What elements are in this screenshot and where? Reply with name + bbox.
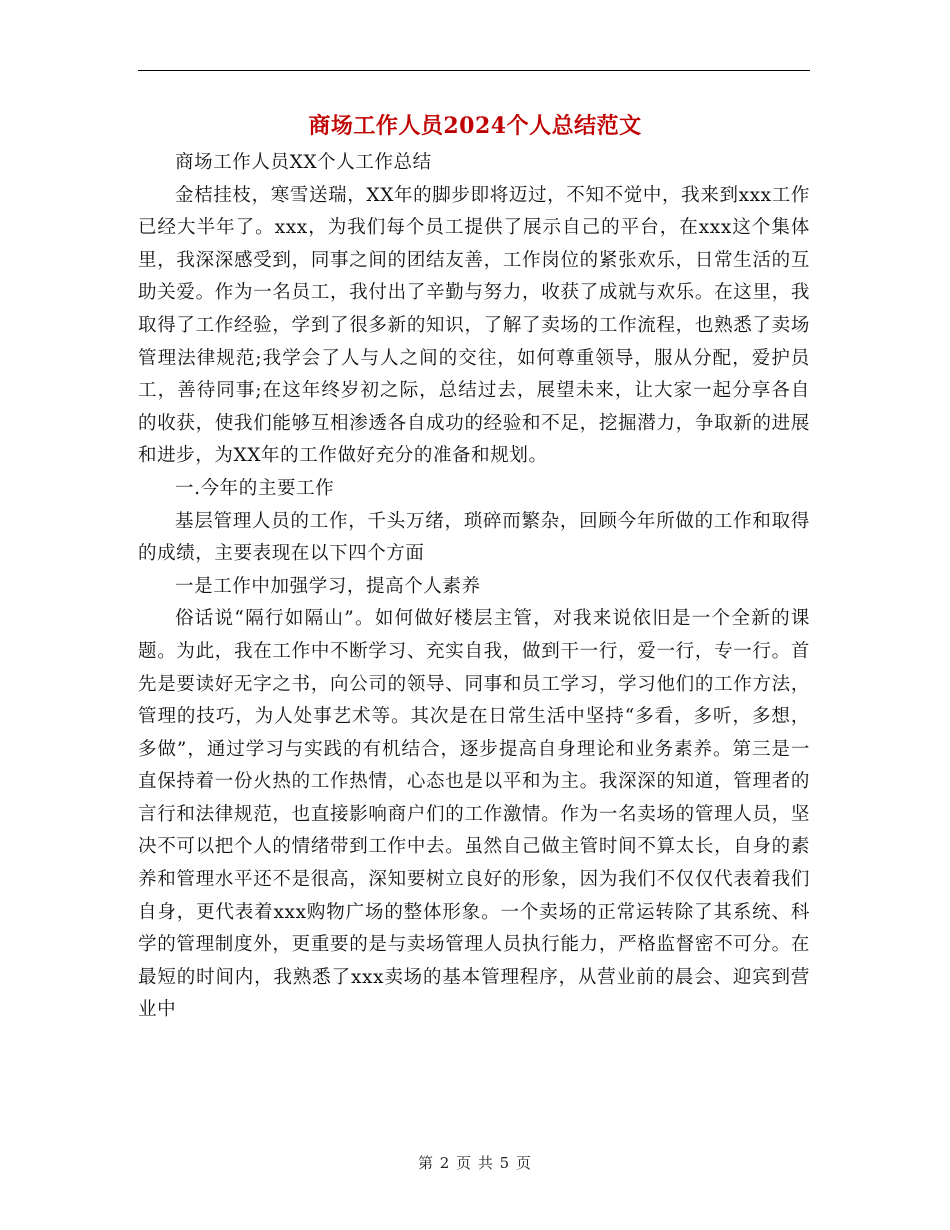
document-title: 商场工作人员2024个人总结范文 [308, 113, 642, 139]
page-number-footer: 第 2 页 共 5 页 [418, 1154, 532, 1172]
section-heading: 一.今年的主要工作 [175, 477, 335, 499]
subsection-heading: 一是工作中加强学习，提高个人素养 [175, 575, 481, 597]
body-paragraph: 俗话说“隔行如隔山”。如何做好楼层主管，对我来说依旧是一个全新的课题。为此，我在工作中不断学习、充实自我，做到干一行，爱一行，专一行。首先是要读好无字之书，向公司的领导、同事和员工学习，学习他们的工作方法，管理的技巧，为人处事艺术等。其次是在日常生活中坚持“多看，多听，多想，多做”，通过学习与实践的有机结合，逐步提高自身理论和业务素养。第三是一直保持着一份火热的工作热情，心态也是以平和为主。我深深的知道，管理者的言行和法律规范，也直接影响商户们的工作激情。作为一名卖场的管理人员，坚决不可以把个人的情绪带到工作中去。虽然自己做主管时间不算太长，自身的素养和管理水平还不是很高，深知要树立良好的形象，因为我们不仅仅代表着我们自身，更代表着xxx购物广场的整体形象。一个卖场的正常运转除了其系统、科学的管理制度外，更重要的是与卖场管理人员执行能力，严格监督密不可分。在最短的时间内，我熟悉了xxx卖场的基本管理程序，从营业前的晨会、迎宾到营业中 [138, 608, 810, 1021]
header-rule [138, 70, 810, 71]
intro-paragraph: 金桔挂枝，寒雪送瑞，XX年的脚步即将迈过，不知不觉中，我来到xxx工作已经大半年了。xxx，为我们每个员工提供了展示自己的平台，在xxx这个集体里，我深深感受到，同事之间的团结友善，工作岗位的紧张欢乐，日常生活的互助关爱。作为一名员工，我付出了辛勤与努力，收获了成就与欢乐。在这里，我取得了工作经验，学到了很多新的知识，了解了卖场的工作流程，也熟悉了卖场管理法律规范;我学会了人与人之间的交往，如何尊重领导，服从分配，爱护员工，善待同事;在这年终岁初之际，总结过去，展望未来，让大家一起分享各自的收获，使我们能够互相渗透各自成功的经验和不足，挖掘潜力，争取新的进展和进步，为XX年的工作做好充分的准备和规划。 [138, 184, 810, 467]
document-body [138, 147, 810, 1027]
section-intro-paragraph: 基层管理人员的工作，千头万绪，琐碎而繁杂，回顾今年所做的工作和取得的成绩，主要表现在以下四个方面 [138, 510, 810, 565]
subtitle-paragraph: 商场工作人员XX个人工作总结 [175, 152, 432, 173]
